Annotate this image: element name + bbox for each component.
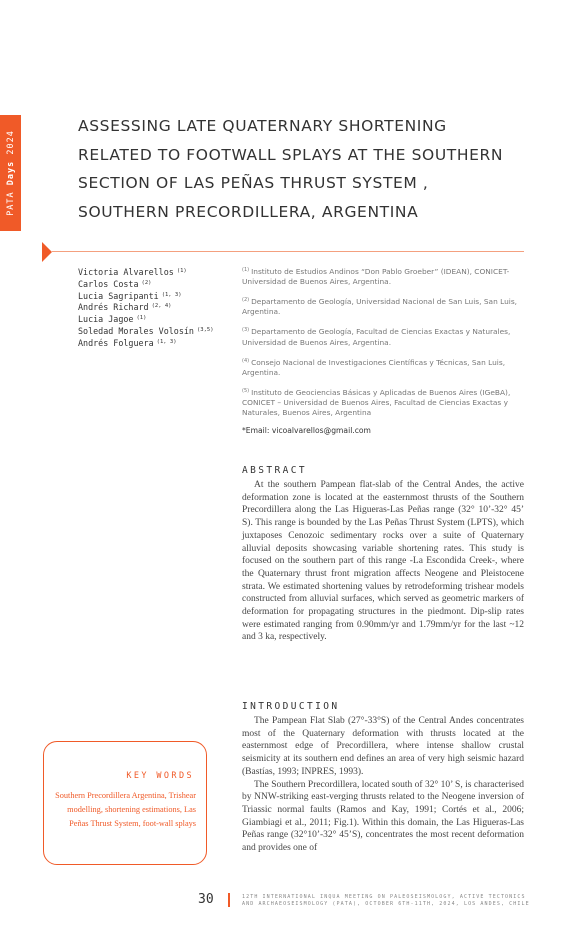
introduction-paragraph: The Pampean Flat Slab (27°-33°S) of the Central Andes concentrates most of the Quaternary deformation with thrusts located at the easternmost edge of Precordillera, where intense shallow crustal seismicity at its southern end defines an area of very high seismic hazard (Bastías, 1993; INPRES, 1993).: [242, 716, 524, 777]
affiliation-list: [242, 265, 522, 444]
affiliation: $^{(5)}$ Instituto de Geociencias Básicas y Aplicadas de Buenos Aires (IGeBA), CONICET – Universidad de Buenos Aires, Facultad de Ciencias Exactas y Naturales, Buenos Aires, Argentina: [242, 387, 511, 418]
introduction-body: [242, 715, 524, 855]
author: Lucia Jagoe $^{(1)}$: [78, 314, 147, 325]
author: Soledad Morales Volosín $^{(3,5)}$: [78, 325, 214, 336]
author: Victoria Alvarellos $^{(1)}$: [78, 267, 187, 277]
title-line: SECTION OF LAS PEÑAS THRUST SYSTEM ,: [78, 174, 429, 192]
abstract-paragraph: At the southern Pampean flat-slab of the Central Andes, the active deformation zone is located at the easternmost thrusts of the Southern Precordillera along the Las Higueras-Las Peñas range (32° 10’-32° 45’ S). This range is bounded by the Las Peñas Thrust System (LPTS), which juxtaposes Cenozoic sedimentary rocks over a suite of Quaternary alluvial deposits showcasing variable shortening rates. This study is focused on the southern part of this range -La Escondida Creek-, where the Quaternary thrust front migration affects Neogene and Pleistocene strata. We estimated shortening values by retrodeforming trishear models constructed from alluvial surfaces, which served as geometric markers of deformation for propagating structures in the piedmont. Dip-slip rates were estimated ranging from 0.90mm/yr and 1.79mm/yr for the last ~12 and 3 ka, respectively.: [242, 480, 524, 643]
keywords-box: [43, 741, 207, 865]
footer-meeting-info: [242, 894, 532, 907]
paper-title: [78, 112, 548, 226]
affiliation: $^{(1)}$ Instituto de Estudios Andinos “Don Pablo Groeber” (IDEAN), CONICET-Universidad de Buenos Aires, Argentina.: [242, 267, 510, 287]
side-tab-label: PATA Days 2024: [5, 130, 16, 216]
affiliation: $^{(3)}$ Departamento de Geología, Facultad de Ciencias Exactas y Naturales, Universidad de Buenos Aires, Argentina.: [242, 327, 511, 347]
title-rule-arrow-icon: [42, 242, 52, 262]
title-line: SOUTHERN PRECORDILLERA, ARGENTINA: [78, 202, 419, 221]
author: Carlos Costa $^{(2)}$: [78, 278, 152, 289]
introduction-paragraph: The Southern Precordillera, located south of 32° 10’ S, is characterised by NNW-striking east-verging thrusts related to the Neogene inversion of Triassic normal faults (Ramos and Kay, 1991; Cortés et al., 2006; Giambiagi et al., 2011; Fig.1). Within this domain, the Las Higueras-Las Peñas range (32°10’-32° 45’S), concentrates the most recent deformation and provides one of: [242, 779, 524, 854]
abstract-heading: ABSTRACT: [242, 465, 307, 476]
title-divider: [52, 251, 524, 252]
footer-line: AND ARCHAEOSEISMOLOGY (PATA), OCTOBER 6TH-11TH, 2024, LOS ANDES, CHILE: [242, 900, 530, 907]
affiliation: $^{(2)}$ Departamento de Geología, Universidad Nacional de San Luis, San Luis, Argentina.: [242, 297, 518, 317]
title-line: RELATED TO FOOTWALL SPLAYS AT THE SOUTHERN: [78, 145, 504, 164]
affiliation: $^{(4)}$ Consejo Nacional de Investigaciones Científicas y Técnicas, San Luis, Argentina.: [242, 357, 506, 377]
author: Lucia Sagripanti $^{(1, 3)}$: [78, 290, 182, 301]
contact-email[interactable]: *Email: vicoalvarellos@gmail.com: [242, 426, 371, 436]
title-line: ASSESSING LATE QUATERNARY SHORTENING: [78, 117, 447, 135]
side-tab: [0, 115, 21, 231]
abstract-body: [242, 479, 524, 644]
keywords-heading: KEY WORDS: [126, 771, 194, 781]
footer-divider: [228, 893, 230, 907]
keywords-text: Southern Precordillera Argentina, Trishear modelling, shortening estimations, Las Peñas Thrust System, foot-wall splays: [55, 791, 196, 828]
page-number: 30: [198, 892, 214, 907]
footer-line: 12TH INTERNATIONAL INQUA MEETING ON PALEOSEISMOLOGY, ACTIVE TECTONICS: [242, 894, 526, 900]
author-list: [78, 266, 214, 349]
introduction-heading: INTRODUCTION: [242, 701, 340, 712]
author: Andrés Folguera $^{(1, 3)}$: [78, 337, 177, 348]
author: Andrés Richard $^{(2, 4)}$: [78, 302, 172, 313]
